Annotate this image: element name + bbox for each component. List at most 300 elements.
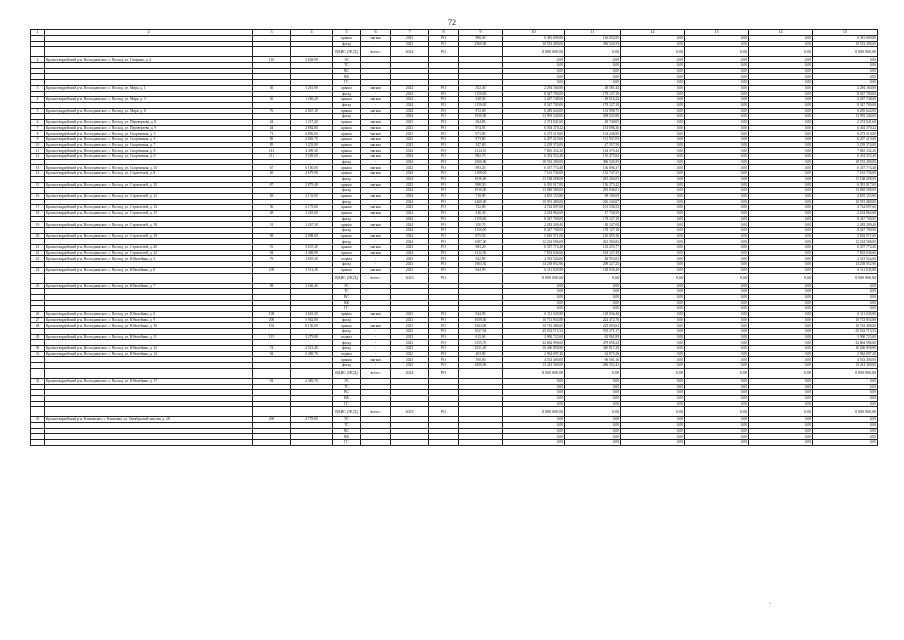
table-cell: 6 381 609,80	[503, 36, 565, 42]
table-cell: фасад	[333, 228, 361, 234]
table-cell: РО	[429, 368, 459, 378]
table-cell: 136 273,42	[565, 182, 621, 188]
table-cell: 348,30	[459, 97, 503, 103]
table-cell: 101 536,53	[565, 205, 621, 211]
table-cell: 94	[253, 378, 291, 384]
table-cell: 0,00	[685, 114, 749, 120]
table-cell: 0,00	[621, 306, 685, 312]
table-cell: ВС	[333, 428, 361, 434]
table-cell	[45, 440, 253, 446]
table-cell: 164 127,49	[565, 250, 621, 256]
table-cell: 0,00	[685, 85, 749, 91]
table-cell: 0,00	[685, 357, 749, 363]
table-cell: 2 267 748,60	[503, 97, 565, 103]
table-cell: 0,00	[749, 256, 813, 262]
table-cell: 91	[253, 245, 291, 251]
table-cell	[459, 407, 503, 417]
table-cell: 8 000 000,00	[503, 47, 565, 57]
table-cell: 0,00	[749, 262, 813, 268]
table-cell: 0,00	[685, 422, 749, 428]
table-cell: РО	[429, 108, 459, 114]
table-cell: 0,00	[685, 378, 749, 384]
table-cell: 8 347 700,00	[813, 91, 878, 97]
table-cell: РО	[429, 114, 459, 120]
table-cell: 4	[31, 97, 45, 103]
table-cell: 346,30	[459, 210, 503, 216]
table-cell: 0,00	[749, 210, 813, 216]
table-cell: 479 058,22	[565, 340, 621, 346]
scan-mark: ˘	[769, 603, 771, 609]
table-cell: 0,00	[749, 36, 813, 42]
table-cell: 2023	[391, 311, 429, 317]
table-cell: 62 875,28	[565, 351, 621, 357]
table-cell: 0,00	[749, 422, 813, 428]
table-cell: 2024	[391, 188, 429, 194]
table-cell: 2024	[391, 193, 429, 199]
table-cell: 261 304,83	[565, 239, 621, 245]
column-header: 14	[749, 30, 813, 36]
table-cell: -	[361, 256, 391, 262]
table-cell: фасад	[333, 102, 361, 108]
table-cell: крыша	[333, 210, 361, 216]
table-cell: 13 168 208,00	[503, 176, 565, 182]
table-cell: подвал	[333, 334, 361, 340]
table-cell: 0,00	[749, 417, 813, 423]
table-cell: 0,00	[621, 428, 685, 434]
table-cell: 0,00	[621, 378, 685, 384]
table-cell: 0,00	[621, 363, 685, 369]
table-cell: 0,00	[685, 176, 749, 182]
table-cell: 1910,00	[459, 188, 503, 194]
table-cell: 10	[31, 142, 45, 148]
table-cell: 2023	[391, 41, 429, 47]
table-cell: 94	[253, 351, 291, 357]
table-cell: 1659,40	[459, 317, 503, 323]
table-cell: 0,00	[749, 165, 813, 171]
table-cell: 0,00	[621, 85, 685, 91]
table-cell: 4 778,00	[291, 417, 333, 423]
table-cell: 2023	[391, 357, 429, 363]
table-cell: РО	[429, 239, 459, 245]
table-cell: 0,00	[621, 154, 685, 160]
table-cell: Красногвардейский р-н, Восходненское, с. Восход, ул. Строителей, д. 14	[45, 205, 253, 211]
table-cell: 0,00	[685, 137, 749, 143]
table-cell: 0,00	[749, 41, 813, 47]
table-cell: 0,00	[621, 41, 685, 47]
table-cell: 281 266,05	[565, 176, 621, 182]
table-cell: 2024	[391, 91, 429, 97]
table-cell: 0,00	[503, 300, 565, 306]
table-cell: Красногвардейский р-н, Восходненское, с. Восход, ул. Строителей, д. 22	[45, 250, 253, 256]
table-cell: 6 111 045,80	[813, 311, 878, 317]
table-cell	[291, 440, 333, 446]
table-cell: 0,00	[503, 80, 565, 86]
table-cell: 2560,00	[459, 159, 503, 165]
table-cell: 0,00	[685, 165, 749, 171]
table-cell: 732,80	[459, 205, 503, 211]
table-cell: ЭС	[333, 417, 361, 423]
table-cell: ГС	[333, 440, 361, 446]
table-cell: 0,00	[685, 63, 749, 69]
table-cell: 2 962 097,40	[813, 351, 878, 357]
table-cell: 36	[253, 85, 291, 91]
table-cell: 8 000 000,00	[503, 407, 565, 417]
table-cell: 0,00	[685, 119, 749, 125]
table-cell: 133 255,77	[565, 245, 621, 251]
table-cell: 2 521,40	[291, 346, 333, 352]
table-cell: 2023	[391, 262, 429, 268]
table-cell: 1 267,30	[291, 222, 333, 228]
table-cell: ВДИС (ПСД)	[333, 368, 361, 378]
table-cell: 120 695,38	[565, 233, 621, 239]
table-cell: 5 942,00	[291, 317, 333, 323]
table-cell: 1664,00	[459, 323, 503, 329]
table-cell: 109	[253, 267, 291, 273]
table-cell: 2023	[391, 125, 429, 131]
table-cell: 0,00	[685, 131, 749, 137]
table-cell: Красногвардейский р-н, Восходненское, с. Восход, ул. Строителей, д. 19	[45, 233, 253, 239]
table-cell: 128 036,40	[565, 311, 621, 317]
table-cell: фасад	[333, 91, 361, 97]
table-cell: 14 238 852,96	[503, 262, 565, 268]
table-cell: 0,00	[685, 346, 749, 352]
table-cell: 48 953,03	[565, 256, 621, 262]
table-cell: фасад	[333, 317, 361, 323]
table-cell: 0,00	[565, 47, 621, 57]
table-cell: -	[361, 91, 391, 97]
table-cell: 0,00	[621, 289, 685, 295]
table-cell: 2024	[391, 176, 429, 182]
table-cell: 0,00	[621, 256, 685, 262]
table-cell: РО	[429, 311, 459, 317]
table-cell: РО	[429, 245, 459, 251]
table-cell: 535 371,17	[565, 329, 621, 335]
table-cell: 30	[31, 346, 45, 352]
table-cell: 22 864 996,60	[813, 340, 878, 346]
table-cell: Красногвардейский р-н, Восходненское, с. Восход, ул. Юбилейная, д. 14	[45, 351, 253, 357]
table-cell: 0,00	[685, 273, 749, 283]
table-cell: 141	[253, 148, 291, 154]
table-cell: крыша	[333, 323, 361, 329]
column-header: 9	[459, 30, 503, 36]
table-cell: 26	[31, 311, 45, 317]
table-cell: мягкая	[361, 108, 391, 114]
table-cell: 22 864 996,60	[503, 340, 565, 346]
table-cell: 0,00	[621, 317, 685, 323]
table-cell: фасад	[333, 176, 361, 182]
table-cell: 0,00	[749, 351, 813, 357]
table-cell: 2024	[391, 97, 429, 103]
table-cell: 0,00	[503, 422, 565, 428]
table-cell: 0,00	[621, 233, 685, 239]
table-cell: Красногвардейский р-н, Клиновское, с. Клиновка, ул. Октябрьской миссии, д. 28	[45, 417, 253, 423]
table-cell: 2023	[391, 334, 429, 340]
table-cell: 0,00	[749, 329, 813, 335]
table-cell: 74	[253, 346, 291, 352]
table-cell: 944,90	[459, 267, 503, 273]
column-header: 6	[361, 30, 391, 36]
table-cell: 2024	[391, 239, 429, 245]
table-cell: подвал	[333, 351, 361, 357]
table-cell: 6 297 219,60	[503, 137, 565, 143]
table-cell: -	[361, 239, 391, 245]
table-cell: мягкая	[361, 142, 391, 148]
table-cell: 0,00	[813, 300, 878, 306]
table-cell: 4 533 400,00	[813, 357, 878, 363]
table-cell: 136 096,37	[565, 165, 621, 171]
table-cell	[31, 440, 45, 446]
table-cell	[459, 273, 503, 283]
table-cell: 0,00	[565, 368, 621, 378]
table-cell: 0,00	[621, 108, 685, 114]
table-cell: 0,00	[685, 182, 749, 188]
table-cell: 0,00	[621, 300, 685, 306]
table-cell: 18 553 280,00	[813, 41, 878, 47]
table-cell: 0,00	[749, 148, 813, 154]
table-cell: ЭС	[333, 57, 361, 63]
table-cell: 0,00	[621, 131, 685, 137]
table-cell: 108	[253, 311, 291, 317]
table-cell: 0,00	[685, 267, 749, 273]
table-cell: 2023	[391, 36, 429, 42]
table-cell: 0,00	[749, 193, 813, 199]
table-cell: 0,00	[749, 159, 813, 165]
column-header: 2	[45, 30, 253, 36]
table-cell: 225 093,64	[565, 323, 621, 329]
table-cell: 0,00	[685, 317, 749, 323]
table-cell: 0,00	[565, 57, 621, 63]
table-cell: 0,00	[621, 384, 685, 390]
table-cell: крыша	[333, 148, 361, 154]
table-cell: 49 740,05	[565, 119, 621, 125]
table-cell: 0,00	[621, 165, 685, 171]
table-cell: 6 273 219,60	[813, 131, 878, 137]
table-cell: 0,00	[503, 306, 565, 312]
table-cell: 8 000 000,00	[813, 273, 878, 283]
table-cell: 0,00	[565, 74, 621, 80]
table-cell: 0,00	[621, 294, 685, 300]
table-cell: 0,00	[685, 428, 749, 434]
table-cell: 2 879,40	[291, 182, 333, 188]
table-cell: 0,00	[621, 216, 685, 222]
table-cell: ВДИС (ПСД)	[333, 47, 361, 57]
table-cell: 1 266,20	[291, 97, 333, 103]
table-cell: 0,00	[565, 294, 621, 300]
table-cell: 98	[253, 283, 291, 289]
table-cell: 0,00	[503, 434, 565, 440]
table-cell	[45, 368, 253, 378]
table-cell: 0,00	[685, 334, 749, 340]
table-cell: РО	[429, 97, 459, 103]
table-cell: 0,00	[749, 125, 813, 131]
column-header: 11	[565, 30, 621, 36]
table-cell: 0,00	[621, 114, 685, 120]
table-cell: 4 468,90	[291, 250, 333, 256]
table-cell: 24	[31, 267, 45, 273]
table-cell: 0,00	[685, 199, 749, 205]
table-cell: 0,00	[621, 340, 685, 346]
capital-repair-table	[30, 29, 878, 446]
table-cell: крыша	[333, 85, 361, 91]
table-cell: 6 111 045,80	[503, 311, 565, 317]
table-cell: 0,00	[621, 199, 685, 205]
table-cell: 2022	[391, 351, 429, 357]
table-cell: 2 882,80	[291, 125, 333, 131]
table-cell: 0,00	[565, 300, 621, 306]
table-cell: 0,00	[503, 440, 565, 446]
table-cell: 200	[253, 317, 291, 323]
table-cell	[253, 273, 291, 283]
table-cell: мягкая	[361, 125, 391, 131]
table-cell: 0,00	[685, 407, 749, 417]
table-cell: 110	[253, 57, 291, 63]
table-cell: 0,00	[685, 97, 749, 103]
table-cell: 48	[253, 210, 291, 216]
table-cell: РО	[429, 193, 459, 199]
table-cell: 6 357 774,40	[503, 245, 565, 251]
table-cell: РО	[429, 357, 459, 363]
table-cell: 65	[253, 171, 291, 177]
table-cell: 6 285 624,00	[813, 108, 878, 114]
table-cell: 982,70	[459, 154, 503, 160]
table-cell: мягкая	[361, 85, 391, 91]
table-cell: 6 381 609,80	[813, 36, 878, 42]
table-cell: 0,00	[749, 334, 813, 340]
table-cell: 152 747,55	[565, 171, 621, 177]
table-cell: 0,00	[749, 239, 813, 245]
table-cell: 0,00	[685, 250, 749, 256]
table-cell: 0,00	[621, 417, 685, 423]
column-header: 12	[621, 30, 685, 36]
table-cell: 0,00	[685, 91, 749, 97]
table-cell: 0,00	[813, 378, 878, 384]
table-cell: 4 533 400,00	[503, 357, 565, 363]
table-cell: крыша	[333, 250, 361, 256]
table-cell: 0,00	[503, 401, 565, 407]
table-cell: 0,00	[685, 262, 749, 268]
table-cell: 1150,00	[459, 228, 503, 234]
table-cell: 0,00	[685, 142, 749, 148]
table-cell: 0,00	[621, 440, 685, 446]
column-header: 3	[253, 30, 291, 36]
table-cell: 15	[31, 182, 45, 188]
table-cell: 0,00	[685, 256, 749, 262]
table-cell: 0,00	[749, 357, 813, 363]
page-number: 72	[448, 18, 456, 27]
table-cell: 0,00	[685, 363, 749, 369]
table-cell: 7 845 232,20	[813, 148, 878, 154]
table-cell: 2023	[391, 245, 429, 251]
table-cell: 875,50	[459, 233, 503, 239]
table-cell: Красногвардейский р-н, Восходненское, с. Восход, ул. Мира, д. 3	[45, 97, 253, 103]
table-cell: Красногвардейский р-н, Восходненское, с. Восход, ул. Спортивная, д. 10	[45, 165, 253, 171]
table-cell: 0,00	[621, 245, 685, 251]
table-cell: всего:	[361, 407, 391, 417]
table-cell: 0,00	[621, 80, 685, 86]
table-cell: мягкая	[361, 165, 391, 171]
table-cell: 0,00	[685, 311, 749, 317]
table-cell: 0,00	[621, 273, 685, 283]
table-cell: 2 962 097,40	[503, 351, 565, 357]
table-cell: 0,00	[565, 283, 621, 289]
table-cell: 0,00	[685, 216, 749, 222]
table-cell: 0,00	[565, 63, 621, 69]
table-cell: 0,00	[621, 250, 685, 256]
table-cell: 0,00	[749, 216, 813, 222]
table-cell: РО	[429, 351, 459, 357]
table-cell: Красногвардейский р-н, Восходненское, с. Восход, ул. Юбилейная, д. 9	[45, 317, 253, 323]
table-cell: 0,00	[685, 329, 749, 335]
table-cell: -	[361, 41, 391, 47]
table-cell: 2024	[391, 368, 429, 378]
column-header: 1	[31, 30, 45, 36]
table-cell: 0,00	[621, 401, 685, 407]
table-cell: РО	[429, 267, 459, 273]
table-cell: 0,00	[621, 262, 685, 268]
table-cell: 983,20	[459, 245, 503, 251]
table-cell: 5	[31, 108, 45, 114]
table-cell: 2 283 209,40	[813, 222, 878, 228]
table-cell: 10 591 480,00	[813, 199, 878, 205]
column-header: 7	[391, 30, 429, 36]
table-cell: 2024	[391, 216, 429, 222]
table-cell	[291, 407, 333, 417]
table-cell: 0,00	[565, 384, 621, 390]
table-cell: 8 347 700,00	[503, 102, 565, 108]
table-cell: 2 239 374,00	[503, 142, 565, 148]
table-cell: 0,00	[621, 422, 685, 428]
table-cell: 94	[253, 250, 291, 256]
table-cell: 0,00	[685, 47, 749, 57]
table-cell: 0,00	[749, 137, 813, 143]
table-cell: -	[361, 188, 391, 194]
table-cell: Красногвардейский р-н, Восходненское, с. Восход, ул. Строителей, д. 12	[45, 193, 253, 199]
table-cell: ГС	[333, 80, 361, 86]
table-row	[31, 273, 878, 283]
table-cell: 0,00	[749, 47, 813, 57]
table-cell: 4 499,30	[291, 148, 333, 154]
table-cell: 0,00	[749, 68, 813, 74]
table-cell: мягкая	[361, 245, 391, 251]
table-cell: 2 283 209,40	[503, 222, 565, 228]
table-cell: РО	[429, 47, 459, 57]
table-cell: 6 354 553,40	[503, 154, 565, 160]
table-cell: 0,00	[749, 57, 813, 63]
table-cell: 0,00	[621, 36, 685, 42]
table-cell: 0,00	[565, 401, 621, 407]
table-cell: -	[361, 262, 391, 268]
table-cell: 67	[253, 165, 291, 171]
table-cell: 0,00	[503, 63, 565, 69]
table-cell: ВК	[333, 300, 361, 306]
table-cell	[459, 440, 503, 446]
table-cell: 6 354 553,40	[813, 154, 878, 160]
table-cell: 1 263,60	[291, 210, 333, 216]
table-cell: 27	[31, 317, 45, 323]
table-cell: 1816,00	[459, 176, 503, 182]
table-cell: 7 833 636,60	[503, 250, 565, 256]
table-cell: 3155,70	[459, 340, 503, 346]
table-cell: 0,00	[749, 80, 813, 86]
table-cell: 16 266 858,80	[813, 346, 878, 352]
table-cell: 4 655 153,80	[503, 193, 565, 199]
table-cell: Красногвардейский р-н, Восходненское, с. Восход, ул. Строителей, д. 10	[45, 182, 253, 188]
table-cell: крыша	[333, 131, 361, 137]
table-cell: 87	[253, 182, 291, 188]
table-cell: 0,00	[749, 222, 813, 228]
table-cell: мягкая	[361, 97, 391, 103]
table-cell: мягкая	[361, 357, 391, 363]
